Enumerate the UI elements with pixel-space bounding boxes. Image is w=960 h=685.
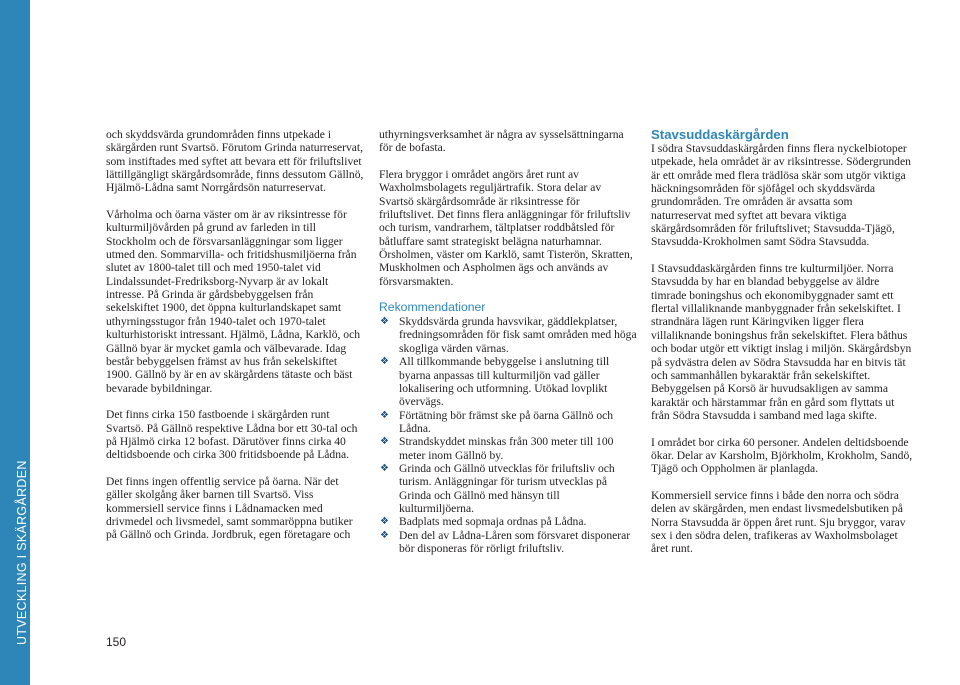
- paragraph: och skyddsvärda grundområden finns utpekade i skärgården runt Svartsö. Förutom Grinda naturreservat, som instiftades med syftet att bevara ett för friluftslivet lättillgängligt skärgårdsområde, finns dessutom Gällnö, Hjälmö-Lådna samt Norrgårdsön naturreservat.: [106, 128, 364, 195]
- paragraph: Det finns ingen offentlig service på öarna. När det gäller skolgång åker barnen till Svartsö. Viss kommersiell service finns i Lådnamacken med drivmedel och livsmedel, samt sommaröppna butiker på Gällnö och Grinda. Jordbruk, egen företagare och: [106, 474, 353, 542]
- list-item: [379, 409, 637, 436]
- paragraph: Vårholma och öarna väster om är av riksintresse för kulturmiljövården på grund av farleden in till Stockholm och de försvarsanläggningar som ligger utmed den. Sommarvilla- och fritidshusmiljöerna från slutet av 1800-talet till och med 1950-talet vid Lindalssundet-Fredriksborg-Nyvarp är av lokalt intresse. På Grinda är gårdsbebyggelsen från sekelskiftet 1900, det öppna kulturlandskapet samt uthyrningsstugor från 1940-talet och 1970-talet kulturhistoriskt intressant. Hjälmö, Lådna, Karklö, och Gällnö byar är mycket gamla och välbevarade. Idag består bebyggelsen främst av hus från sekelskiftet 1900. Gällnö by är en av skärgårdens tätaste och bäst bevarade bybildningar.: [106, 208, 361, 395]
- list-item: [379, 529, 637, 556]
- diamond-bullet-icon: ❖: [380, 529, 389, 541]
- page-number: 150: [106, 635, 127, 649]
- paragraph: I södra Stavsuddaskärgården finns flera nyckelbiotoper utpekade, hela området är av riksintresse. Södergrunden är ett område med flera trädlösa skär som utgör viktiga häckningsområden för sjöfågel och skyddsvärda grundområden. Tre områden är avsatta som naturreservat med syftet att bevara viktiga skärgårdsområden för friluftslivet; Stavsudda-Tjägö, Stavsudda-Krokholmen samt Södra Stavsudda.: [651, 142, 911, 249]
- diamond-bullet-icon: ❖: [380, 516, 389, 528]
- diamond-bullet-icon: ❖: [380, 436, 389, 448]
- paragraph: Det finns cirka 150 fastboende i skärgården runt Svartsö. På Gällnö respektive Lådna bor ett 30-tal och på Hjälmö cirka 12 bofast. Därutöver finns cirka 40 deltidsboende och cirka 300 fritidsboende på Lådna.: [106, 408, 358, 462]
- list-item-text: Grinda och Gällnö utvecklas för friluftsliv och turism. Anläggningar för turism utvecklas på Grinda och Gällnö med hänsyn till kulturmiljöerna.: [399, 461, 615, 515]
- section-heading: Stavsuddaskärgården: [651, 127, 789, 142]
- text-column-3: [651, 128, 913, 556]
- text-column-1: [106, 128, 364, 542]
- diamond-bullet-icon: ❖: [380, 409, 389, 421]
- paragraph: Flera bryggor i området angörs året runt av Waxholmsbolagets reguljärtrafik. Stora delar av Svartsö skärgårdsområde är riksintresse för friluftslivet. Det finns flera anläggningar för friluftsliv och turism, vandrarhem, tältplatser roddbåtsled för båtluffare samt strategiskt belägna naturhamnar. Örsholmen, väster om Karklö, samt Tisterön, Skratten, Muskholmen och Aspholmen ägs och används av försvarsmakten.: [379, 168, 633, 288]
- list-item-text: Förtätning bör främst ske på öarna Gällnö och Lådna.: [399, 408, 614, 435]
- paragraph: uthyrningsverksamhet är några av sysselsättningarna för de bofasta.: [379, 128, 624, 155]
- list-item: [379, 515, 637, 528]
- paragraph: I området bor cirka 60 personer. Andelen deltidsboende ökar. Delar av Karsholm, Björkholm, Krokholm, Sandö, Tjägö och Oppholmen är planlagda.: [651, 435, 913, 476]
- list-item: [379, 435, 637, 462]
- list-item: [379, 315, 637, 355]
- diamond-bullet-icon: ❖: [380, 462, 389, 474]
- list-item-text: Den del av Lådna-Låren som försvaret disponerar bör disponeras för rörligt friluftsliv.: [399, 528, 631, 555]
- text-column-2: [379, 128, 637, 555]
- list-item-text: Badplats med sopmaja ordnas på Lådna.: [399, 515, 587, 529]
- list-item-text: Strandskyddet minskas från 300 meter till 100 meter inom Gällnö by.: [399, 435, 614, 462]
- diamond-bullet-icon: ❖: [380, 356, 389, 368]
- list-item-text: All tillkommande bebyggelse i anslutning till byarna anpassas till kulturmiljön vad gäller lokalisering och utformning. Utökad lovplikt övervägs.: [399, 355, 610, 409]
- sidebar-band: [0, 0, 30, 685]
- list-item: [379, 355, 637, 408]
- paragraph: I Stavsuddaskärgården finns tre kulturmiljöer. Norra Stavsudda by har en blandad bebyggelse av äldre timrade boningshus och ekonomibyggnader samt ett flertal villaliknande manbyggnader från sekelskiftet. I strandnära lägen runt Käringviken ligger flera villaliknande boningshus från sekelskiftet. Flera båthus och bodar utgör ett viktigt inslag i miljön. Skärgårdsbyn på sydvästra delen av Södra Stavsudda har en bitvis tät och sammanhållen bykaraktär från sekelskiftet. Bebyggelsen på Korsö är huvudsakligen av samma karaktär och härstammar från en gård som flyttats ut från Södra Stavsudda i samband med laga skifte.: [651, 262, 912, 422]
- paragraph: Kommersiell service finns i både den norra och södra delen av skärgården, men endast livsmedelsbutiken på Norra Stavsudda är öppen året runt. Sju bryggor, varav sex i den södra delen, trafikeras av Waxholmsbolaget året runt.: [651, 488, 906, 556]
- sidebar-chapter-label: UTVECKLING I SKÄRGÅRDEN: [15, 460, 29, 645]
- list-item-text: Skyddsvärda grunda havsvikar, gäddlekplatser, fredningsområden för fisk samt områden med höga skogliga värden värnas.: [399, 315, 637, 355]
- list-item: [379, 462, 637, 515]
- recommendations-heading: Rekommendationer: [379, 300, 486, 315]
- diamond-bullet-icon: ❖: [380, 316, 389, 328]
- recommendations-list: [379, 315, 637, 555]
